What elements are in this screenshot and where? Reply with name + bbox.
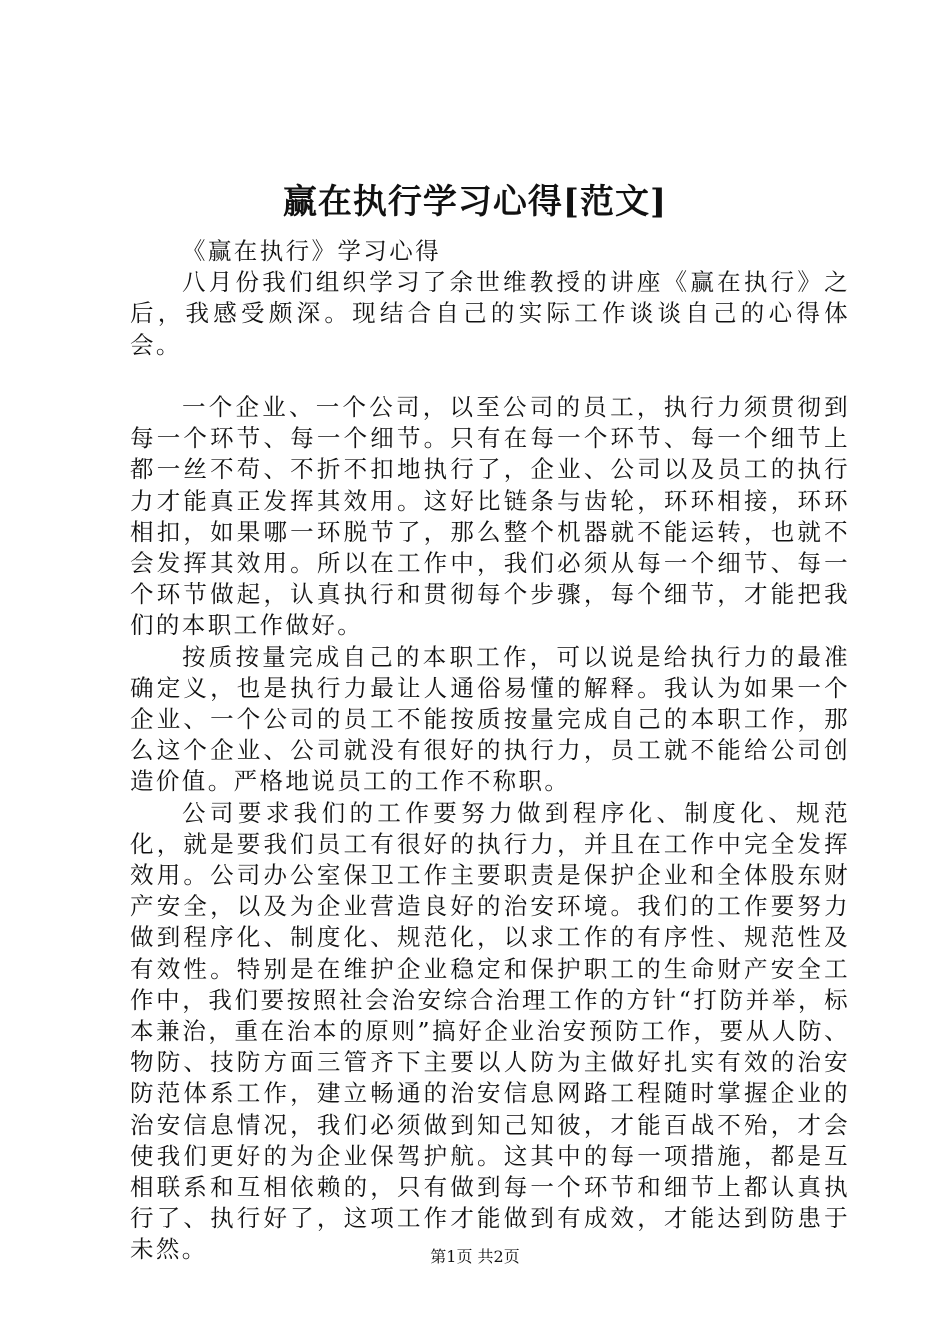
page-number-footer: 第1页 共2页 [430, 1247, 520, 1266]
document-title: 赢在执行学习心得[范文] [282, 182, 668, 222]
paragraph-intro: 八月份我们组织学习了余世维教授的讲座《赢在执行》之后，我感受颇深。现结合自己的实际工作谈谈自己的心得体会。 [130, 268, 850, 359]
paragraph-subtitle: 《赢在执行》学习心得 [182, 237, 441, 265]
paragraph-security-work: 公司要求我们的工作要努力做到程序化、制度化、规范化，就是要我们员工有很好的执行力，并且在工作中完全发挥效用。公司办公室保卫工作主要职责是保护企业和全体股东财产安全，以及为企业营造良好的治安环境。我们的工作要努力做到程序化、制度化、规范化，以求工作的有序性、规范性及有效性。特别是在维护企业稳定和保护职工的生命财产安全工作中，我们要按照社会治安综合治理工作的方针“打防并举，标本兼治，重在治本的原则”搞好企业治安预防工作，要从人防、物防、技防方面三管齐下主要以人防为主做好扎实有效的治安防范体系工作，建立畅通的治安信息网路工程随时掌握企业的治安信息情况，我们必须做到知己知彼，才能百战不殆，才会使我们更好的为企业保驾护航。这其中的每一项措施，都是互相联系和互相依赖的，只有做到每一个环节和细节上都认真执行了、执行好了，这项工作才能做到有成效，才能达到防患于未然。 [130, 798, 850, 1264]
paragraph-quality-quantity: 按质按量完成自己的本职工作，可以说是给执行力的最准确定义，也是执行力最让人通俗易懂的解释。我认为如果一个企业、一个公司的员工不能按质按量完成自己的本职工作，那么这个企业、公司就没有很好的执行力，员工就不能给公司创造价值。严格地说员工的工作不称职。 [130, 642, 850, 796]
document-body [130, 236, 850, 1266]
paragraph-execution-details: 一个企业、一个公司，以至公司的员工，执行力须贯彻到每一个环节、每一个细节。只有在每一个环节、每一个细节上都一丝不苟、不折不扣地执行了，企业、公司以及员工的执行力才能真正发挥其效用。这好比链条与齿轮，环环相接，环环相扣，如果哪一环脱节了，那么整个机器就不能运转，也就不会发挥其效用。所以在工作中，我们必须从每一个细节、每一个环节做起，认真执行和贯彻每个步骤，每个细节，才能把我们的本职工作做好。 [130, 393, 850, 640]
